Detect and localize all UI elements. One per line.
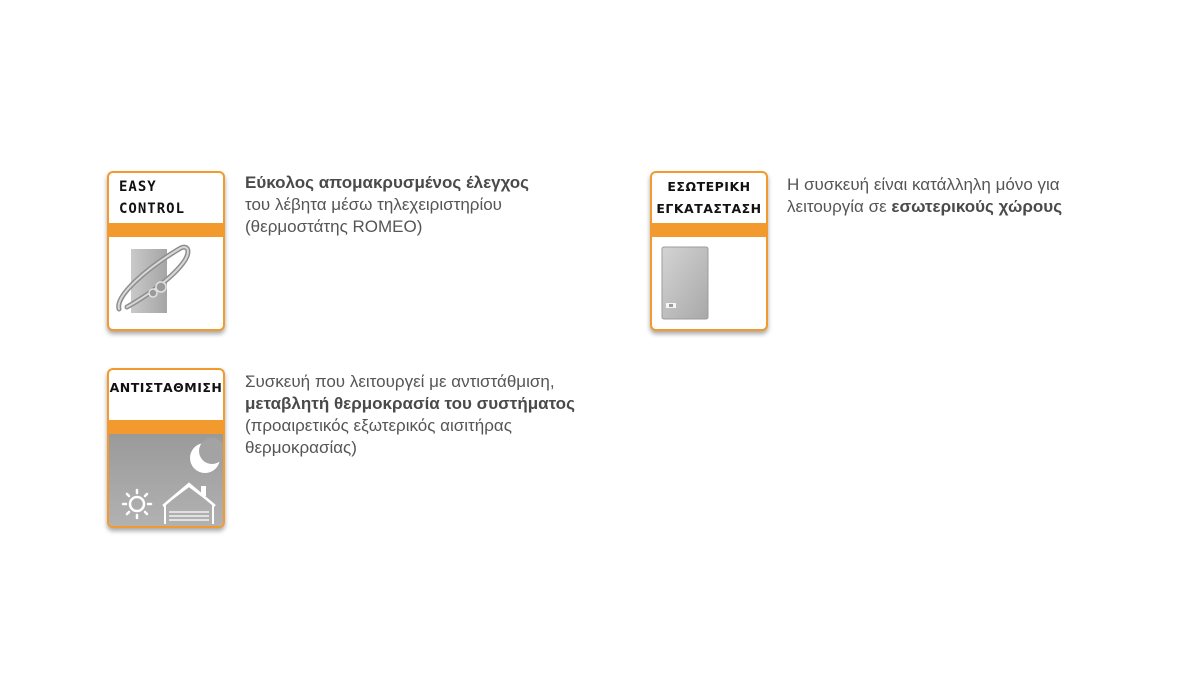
indoor-install-desc-line1: Η συσκευή είναι κατάλληλη μόνο για (787, 175, 1060, 194)
badge-title-line1: ΕΣΩΤΕΡΙΚΗ (667, 179, 751, 194)
easy-control-description (245, 172, 529, 238)
badge-title (109, 173, 223, 223)
badge-title (109, 370, 223, 406)
compensation-desc-line3: (προαιρετικός εξωτερικός αισιτήρας (245, 416, 512, 435)
indoor-install-desc-bold: εσωτερικούς χώρους (891, 197, 1063, 216)
compensation-desc-line1: Συσκευή που λειτουργεί με αντιστάθμιση, (245, 372, 555, 391)
badge-title (652, 173, 766, 223)
badge-stripe (109, 420, 223, 434)
badge-stripe (109, 223, 223, 237)
compensation-description (245, 371, 575, 459)
compensation-desc-bold: μεταβλητή θερμοκρασία του συστήματος (245, 394, 575, 413)
easy-control-desc-line2: του λέβητα μέσω τηλεχειριστηρίου (245, 195, 502, 214)
indoor-install-badge (650, 171, 768, 331)
badge-title-line2: CONTROL (119, 201, 186, 217)
boiler-unit-icon (652, 237, 766, 331)
compensation-desc-line4: θερμοκρασίας) (245, 438, 357, 457)
easy-control-badge (107, 171, 225, 331)
remote-thermostat-icon (109, 237, 223, 331)
compensation-badge (107, 368, 225, 528)
indoor-install-desc-prefix: λειτουργία σε (787, 197, 892, 216)
badge-title-line2: ΕΓΚΑΤΑΣΤΑΣΗ (656, 201, 762, 216)
indoor-install-desc-line2 (787, 196, 1062, 218)
badge-stripe (652, 223, 766, 237)
badge-title-line1: ΑΝΤΙΣΤΑΘΜΙΣΗ (109, 380, 223, 395)
easy-control-desc-bold: Εύκολος απομακρυσμένος έλεγχος (245, 173, 529, 192)
indoor-install-description (787, 174, 1062, 218)
sun-moon-house-icon (109, 434, 223, 528)
badge-title-line1: EASY (119, 179, 157, 195)
easy-control-desc-line3: (θερμοστάτης ROMEO) (245, 217, 423, 236)
